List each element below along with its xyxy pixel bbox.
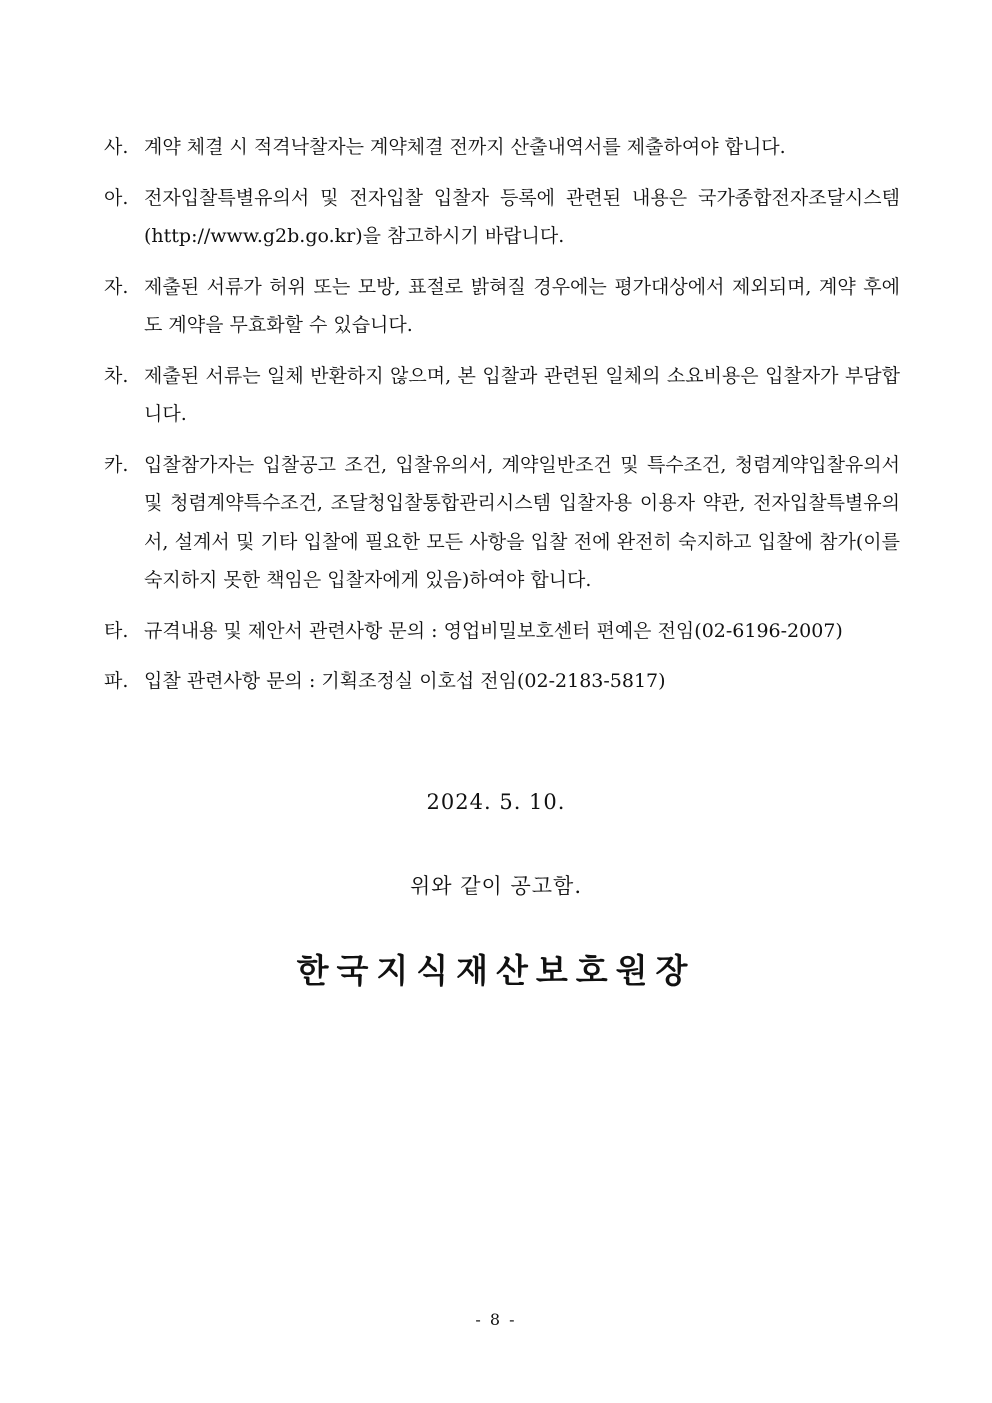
notice-date: 2024. 5. 10. <box>426 790 566 814</box>
item-text: 계약 체결 시 적격낙찰자는 계약체결 전까지 산출내역서를 제출하여야 합니다. <box>144 136 786 158</box>
page-number: - 8 - <box>475 1310 517 1329</box>
item-marker: 차. <box>104 364 129 387</box>
list-item <box>104 179 900 256</box>
list-item <box>104 357 900 434</box>
notice-items-list <box>104 128 900 713</box>
item-text: 제출된 서류는 일체 반환하지 않으며, 본 입찰과 관련된 일체의 소요비용은 입찰자가 부담합니다. <box>144 364 900 425</box>
item-marker: 자. <box>104 275 129 298</box>
list-item <box>104 446 900 600</box>
item-text: 제출된 서류가 허위 또는 모방, 표절로 밝혀질 경우에는 평가대상에서 제외되며, 계약 후에도 계약을 무효화할 수 있습니다. <box>144 275 900 336</box>
item-text: 규격내용 및 제안서 관련사항 문의 : 영업비밀보호센터 편예은 전임(02-6196-2007) <box>144 619 843 642</box>
list-item <box>104 662 900 701</box>
item-text: 입찰참가자는 입찰공고 조건, 입찰유의서, 계약일반조건 및 특수조건, 청렴계약입찰유의서 및 청렴계약특수조건, 조달청입찰통합관리시스템 입찰자용 이용자 약관, 전자입찰특별유의서, 설계서 및 기타 입찰에 필요한 모든 사항을 입찰 전에 완전히 숙지하고 입찰에 참가(이를 숙지하지 못한 책임은 입찰자에게 있음)하여야 합니다. <box>144 453 900 591</box>
item-marker: 카. <box>104 453 129 476</box>
item-marker: 타. <box>104 619 129 642</box>
closing-statement: 위와 같이 공고함. <box>409 874 583 898</box>
list-item <box>104 612 900 651</box>
item-text: 입찰 관련사항 문의 : 기획조정실 이호섭 전임(02-2183-5817) <box>144 670 666 692</box>
item-marker: 파. <box>104 670 129 692</box>
list-item <box>104 268 900 345</box>
item-marker: 아. <box>104 186 129 209</box>
issuer-signature: 한국지식재산보호원장 <box>296 951 696 990</box>
item-marker: 사. <box>104 136 129 158</box>
list-item <box>104 128 900 167</box>
item-text: 전자입찰특별유의서 및 전자입찰 입찰자 등록에 관련된 내용은 국가종합전자조달시스템(http://www.g2b.go.kr)을 참고하시기 바랍니다. <box>144 186 900 247</box>
